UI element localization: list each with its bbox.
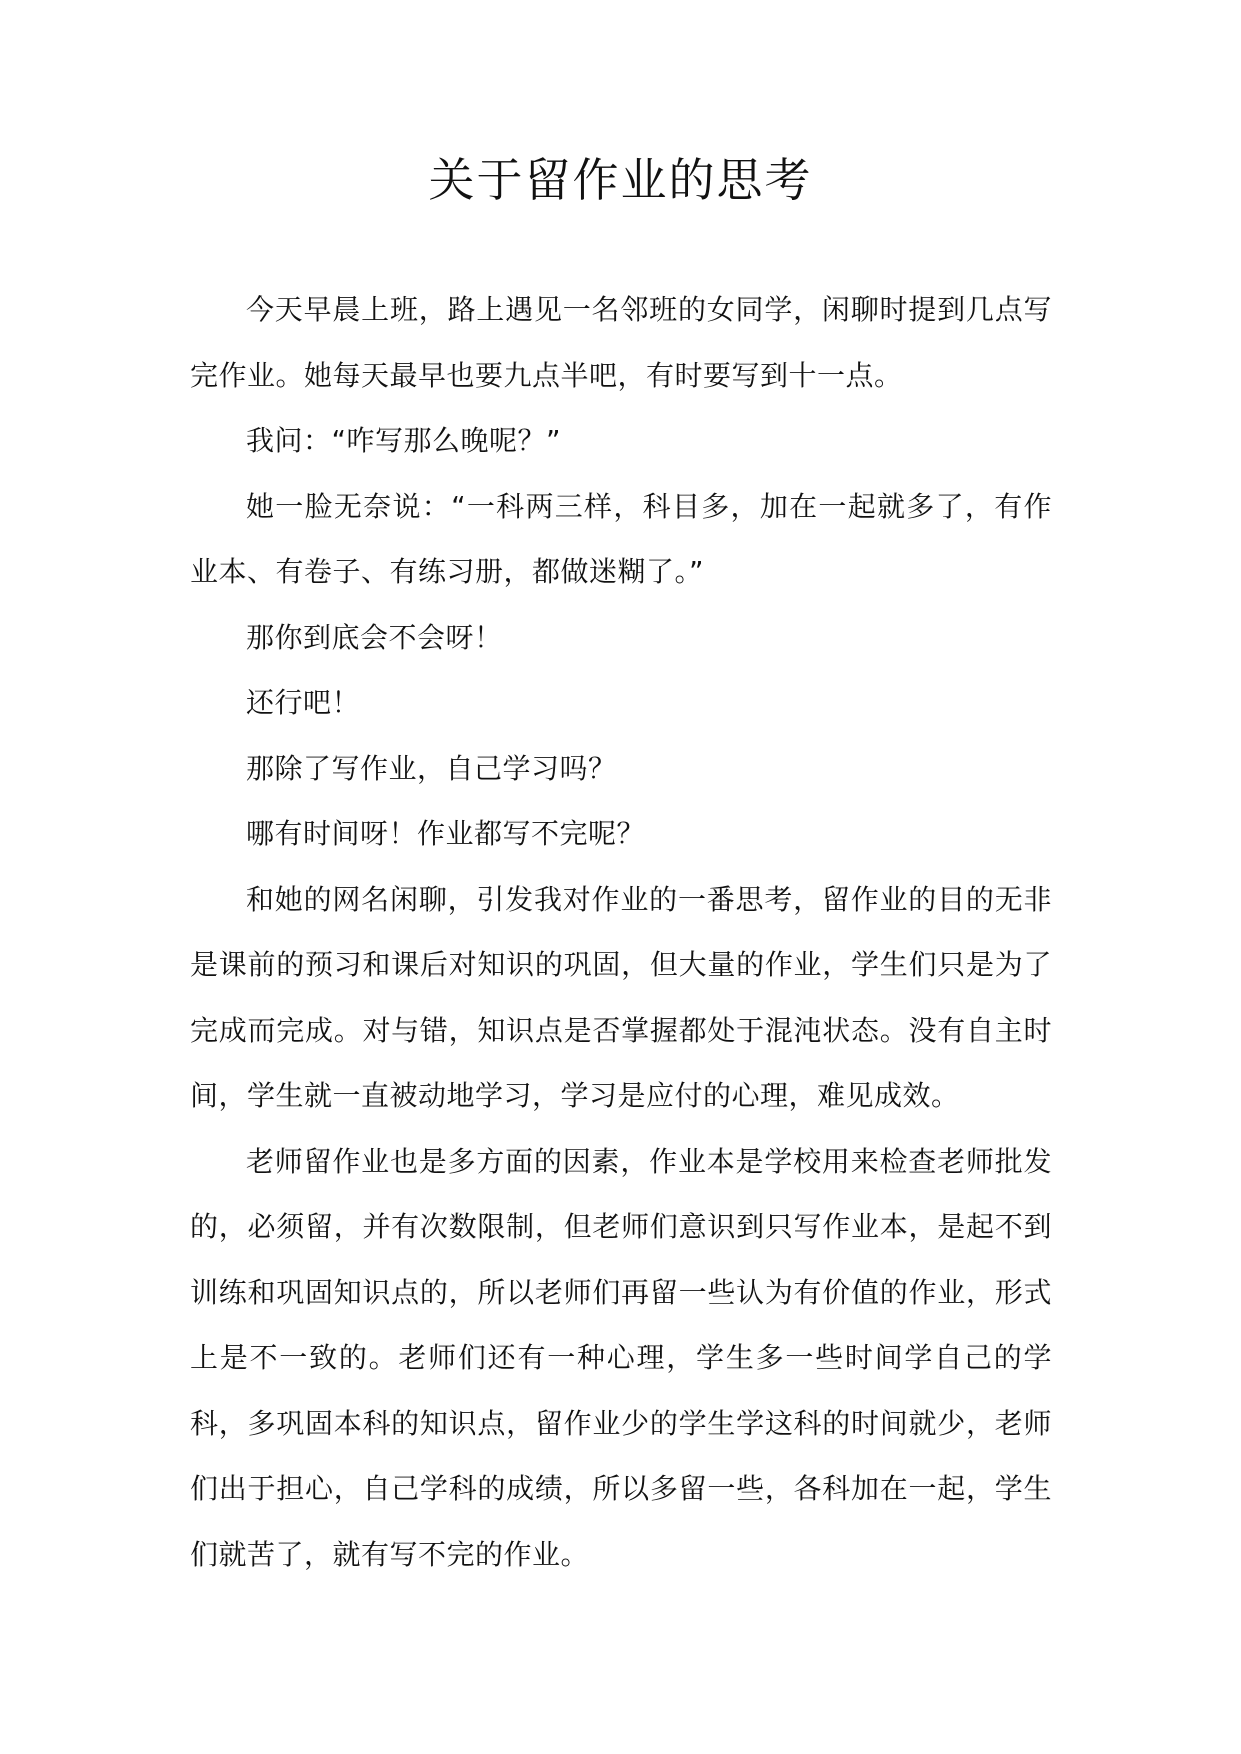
paragraph-7: 哪有时间呀！作业都写不完呢？ [246, 817, 646, 850]
paragraph-6: 那除了写作业，自己学习吗？ [246, 751, 617, 785]
paragraph-9: 老师留作业也是多方面的因素，作业本是学校用来检查老师批发的，必须留，并有次数限制，但老师们意识到只写作业本，是起不到训练和巩固知识点的，所以老师们再留一些认为有价值的作业，形式上是不一致的。老师们还有一种心理，学生多一些时间学自己的学科，多巩固本科的知识点，留作业少的学生学这科的时间就少，老师们出于担心，自己学科的成绩，所以多留一些，各科加在一起，学生们就苦了，就有写不完的作业。 [190, 1144, 1052, 1571]
document-body [190, 277, 1052, 1587]
paragraph-3: 她一脸无奈说：“一科两三样，科目多，加在一起就多了，有作业本、有卷子、有练习册，都做迷糊了。” [190, 489, 1052, 588]
paragraph-8: 和她的网名闲聊，引发我对作业的一番思考，留作业的目的无非是课前的预习和课后对知识的巩固，但大量的作业，学生们只是为了完成而完成。对与错，知识点是否掌握都处于混沌状态。没有自主时间，学生就一直被动地学习，学习是应付的心理，难见成效。 [190, 882, 1052, 1112]
paragraph-5: 还行吧！ [246, 686, 361, 719]
paragraph-4: 那你到底会不会呀！ [246, 620, 503, 654]
document-title: 关于留作业的思考 [428, 153, 813, 207]
paragraph-2: 我问：“咋写那么晚呢？” [246, 424, 562, 457]
paragraph-1: 今天早晨上班，路上遇见一名邻班的女同学，闲聊时提到几点写完作业。她每天最早也要九点半吧，有时要写到十一点。 [190, 293, 1052, 392]
